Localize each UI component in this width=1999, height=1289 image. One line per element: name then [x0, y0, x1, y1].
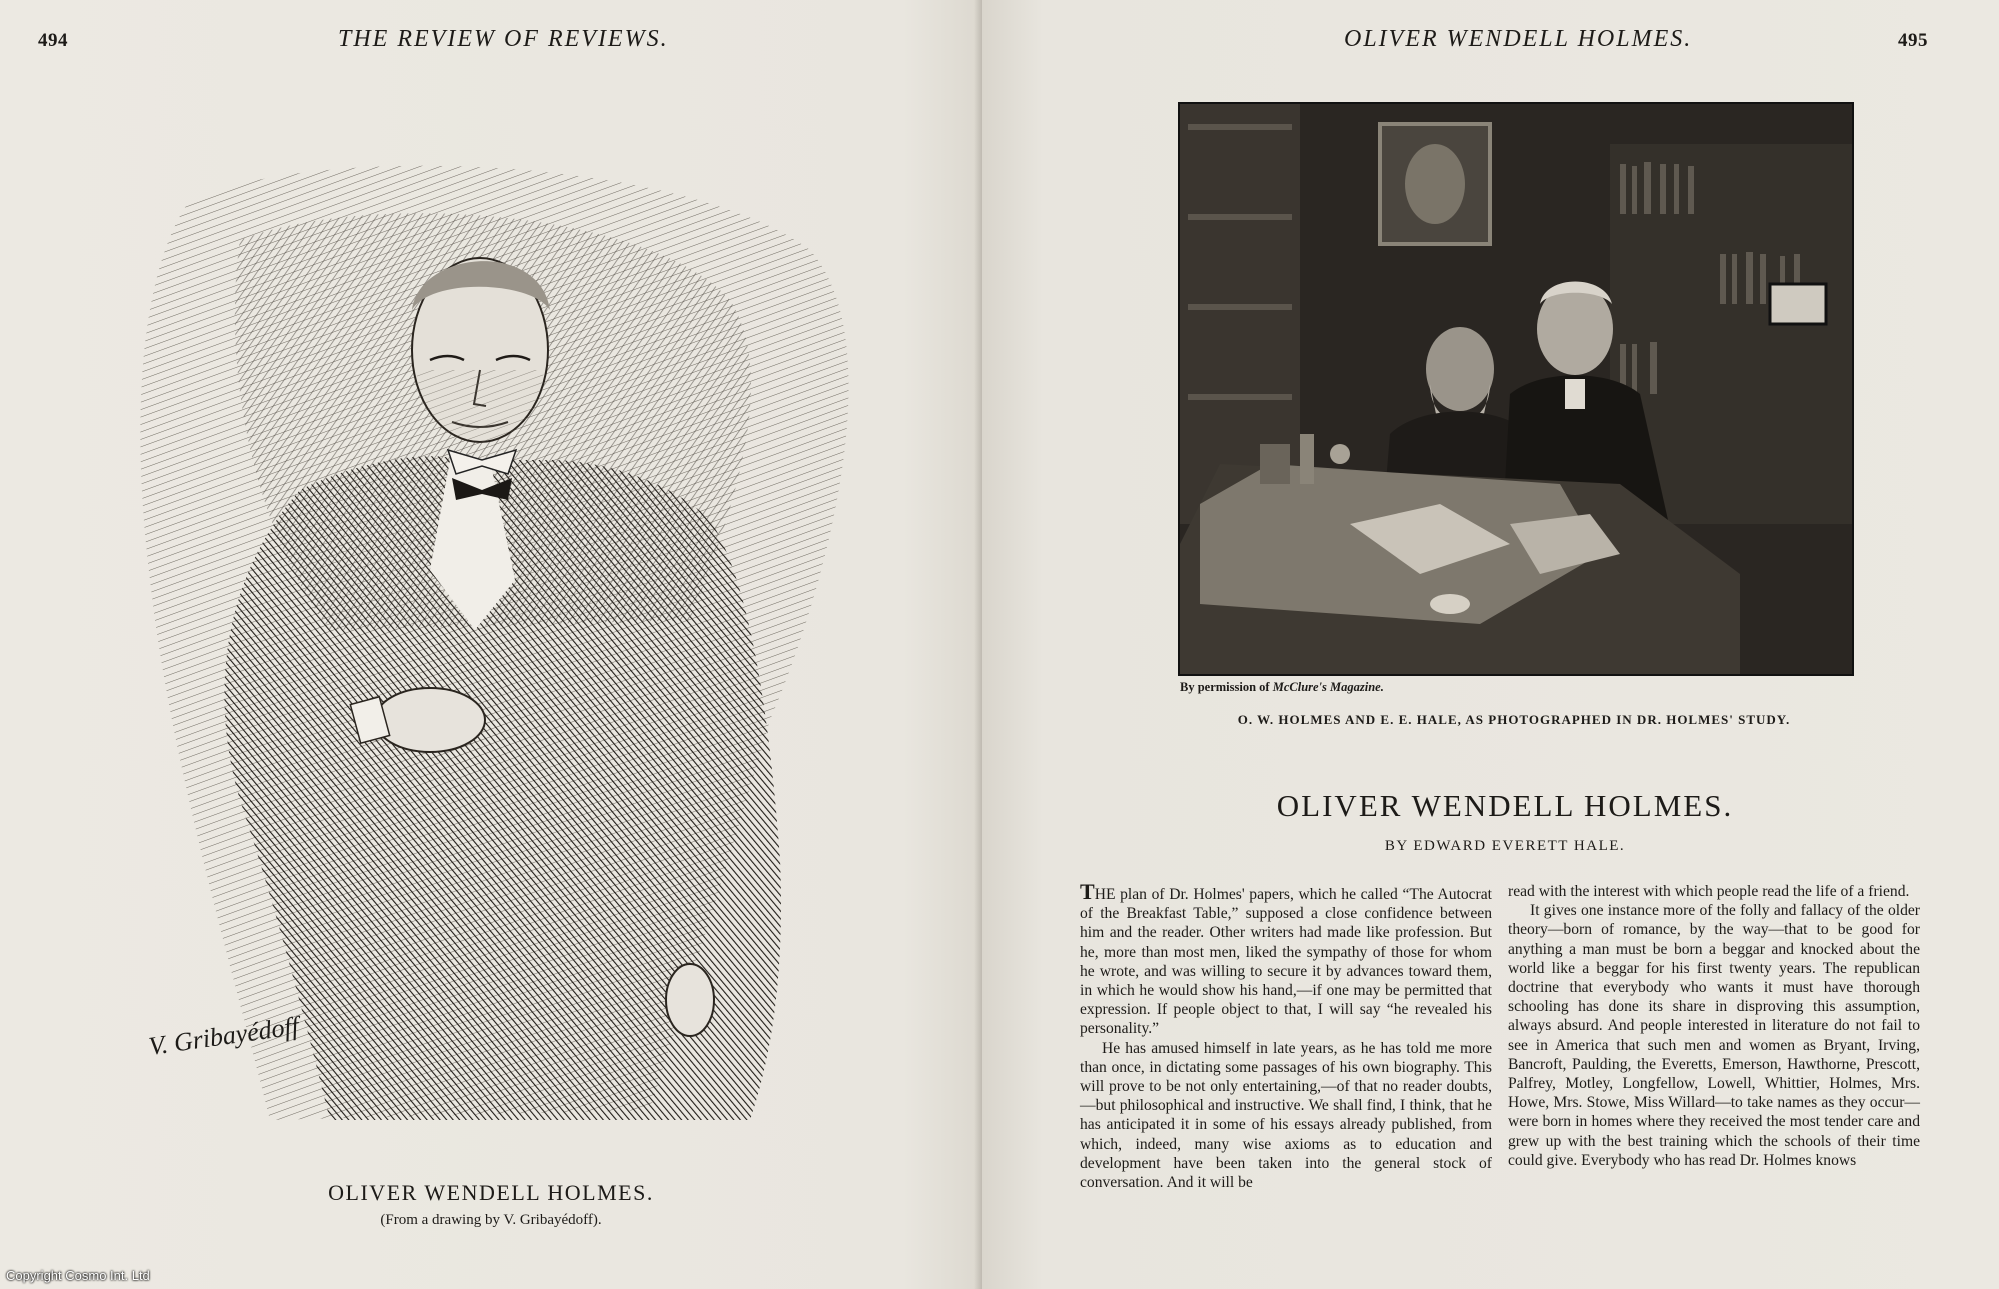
paragraph-3: read with the interest with which people read the life of a friend.	[1508, 883, 1910, 900]
running-head-right: OLIVER WENDELL HOLMES.	[1344, 26, 1693, 52]
running-head-left: THE REVIEW OF REVIEWS.	[338, 26, 669, 52]
photo-permission: By permission of McClure's Magazine.	[1180, 680, 1384, 694]
article-byline: BY EDWARD EVERETT HALE.	[1384, 838, 1626, 854]
left-page	[0, 0, 982, 1289]
engraver-signature: V. Gribayédoff	[146, 1011, 301, 1061]
permission-source: McClure's Magazine.	[1272, 680, 1384, 694]
page-number-left: 494	[38, 30, 68, 51]
paragraph-1: THE plan of Dr. Holmes' papers, which he called “The Autocrat of the Breakfast Table,” supposed a close confidence between him and the reader. Other writers had made like profession. But he, more than most men, liked the sympathy of those for whom he wrote, and was willing to secure it by advances toward them, in which he would show his hand,—if one may be permitted that expression. If people object to that, I will say “he revealed his personality.”	[1080, 879, 1492, 1038]
portrait-caption: OLIVER WENDELL HOLMES.	[328, 1180, 654, 1205]
article-title: OLIVER WENDELL HOLMES.	[1276, 788, 1734, 823]
copyright-watermark: Copyright Cosmo Int. Ltd	[6, 1268, 150, 1283]
article-column-2	[1508, 882, 1920, 1170]
study-photograph	[1178, 102, 1854, 676]
paragraph-4: It gives one instance more of the folly and fallacy of the older theory—born of romance, by the way—that to be good for anything a man must be born a beggar and knocked about the world like a beggar for his first twenty years. The republican doctrine that everybody who wants it must have thorough schooling has done its share in disproving this assumption, always absurd. And people interested in literature do not fail to see in America that such men and women as Bryant, Irving, Bancroft, Paulding, the Everetts, Emerson, Hawthorne, Prescott, Palfrey, Motley, Longfellow, Lowell, Whittier, Holmes, Mrs. Howe, Mrs. Stowe, Miss Willard—to take names as they occur—were born in homes where they received the most tender care and grew up with the best training which the schools of their time could give. Everybody who has read Dr. Holmes knows	[1508, 902, 1920, 1169]
article-column-1	[1080, 879, 1492, 1192]
paragraph-2: He has amused himself in late years, as he has told me more than once, in dictating some passages of his own biography. This will prove to be not only entertaining,—of that no reader doubts,—but philosophical and instructive. We shall find, I think, that he has anticipated it in some of his essays already published, from which, indeed, many wise axioms as to education and development have been taken into the general stock of conversation. And it will be	[1080, 1039, 1492, 1192]
drop-cap: T	[1080, 879, 1095, 904]
photo-caption: O. W. HOLMES AND E. E. HALE, AS PHOTOGRAPHED IN DR. HOLMES' STUDY.	[1237, 712, 1791, 727]
page-number-right: 495	[1898, 30, 1928, 51]
portrait-engraving	[130, 160, 910, 1160]
portrait-credit: (From a drawing by V. Gribayédoff).	[380, 1212, 602, 1228]
